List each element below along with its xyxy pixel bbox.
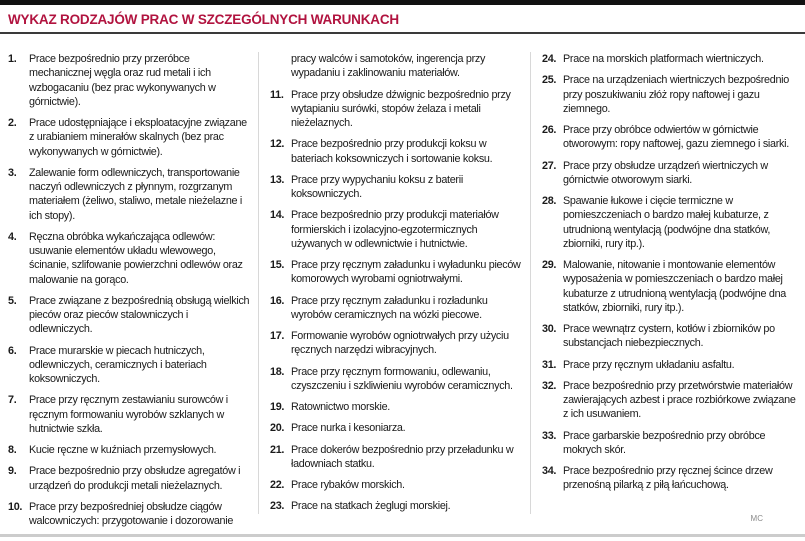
list-item xyxy=(8,500,252,529)
item-text: Prace związane z bezpośrednią obsługą wielkich pieców oraz pieców stalowniczych i odlewniczych. xyxy=(29,294,250,336)
bottom-divider xyxy=(0,534,805,537)
item-text: Prace udostępniające i eksploatacyjne związane z urabianiem minerałów skalnych (bez prac wykonywanych w górnictwie). xyxy=(29,117,247,158)
item-number: 9. xyxy=(8,465,17,478)
item-text: Ręczna obróbka wykańczająca odlewów: usuwanie elementów układu wlewowego, ścinanie, szlifowanie powierzchni odlewów oraz malowanie na gorąco. xyxy=(29,230,243,286)
header xyxy=(0,5,805,34)
item-number: 15. xyxy=(270,259,285,271)
item-text: Malowanie, nitowanie i montowanie elementów wyposażenia w pomieszczeniach o bardzo małej kubaturze z utrudnioną wentylacją (podwójne dna statków, zbiorniki, rury itp.). xyxy=(563,259,786,314)
list-item xyxy=(270,258,524,287)
list-item xyxy=(542,429,797,458)
item-text: Prace bezpośrednio przy obsłudze agregatów i urządzeń do produkcji metali nieżelaznych. xyxy=(29,465,241,492)
item-text: Prace na urządzeniach wiertniczych bezpośrednio przy poszukiwaniu złóż ropy naftowej i gazu ziemnego. xyxy=(563,74,789,115)
list-item xyxy=(542,52,797,66)
item-text: Prace bezpośrednio przy produkcji materiałów formierskich i izolacyjno-egzotermicznych używanych w odlewnictwie i hutnictwie. xyxy=(291,209,499,250)
item-number: 18. xyxy=(270,365,285,378)
item-text: Prace bezpośrednio przy ręcznej ścince drzew przenośną pilarką z piłą łańcuchową. xyxy=(563,465,773,492)
item-number: 3. xyxy=(8,166,17,179)
item-text: Prace na morskich platformach wiertniczych. xyxy=(563,53,764,65)
list-item xyxy=(270,88,524,131)
item-text: Ratownictwo morskie. xyxy=(291,401,391,413)
item-text: Prace przy obróbce odwiertów w górnictwie otworowym: ropy naftowej, gazu ziemnego i siarki. xyxy=(563,124,789,151)
item-text: Prace przy obsłudze urządzeń wiertniczych w górnictwie otworowym siarki. xyxy=(563,159,768,186)
list-item xyxy=(542,159,797,188)
item-text: Kucie ręczne w kuźniach przemysłowych. xyxy=(29,444,217,456)
item-number: 23. xyxy=(270,500,285,513)
item-text: Prace na statkach żeglugi morskiej. xyxy=(291,500,451,513)
item-text: Prace przy ręcznym formowaniu, odlewaniu, czyszczeniu i szkliwieniu wyrobów ceramicznych. xyxy=(291,365,513,392)
list-item xyxy=(270,294,524,323)
item-number: 34. xyxy=(542,465,557,477)
item-number: 30. xyxy=(542,323,557,335)
list-item xyxy=(8,116,252,159)
list-item xyxy=(270,52,524,81)
list-column xyxy=(530,52,799,514)
item-text: Prace murarskie w piecach hutniczych, odlewniczych, ceramicznych i bateriach koksowniczych. xyxy=(29,344,207,385)
item-text: Prace przy obsłudze dźwignic bezpośrednio przy wytapianiu surówki, stopów żelaza i metali nieżelaznych. xyxy=(291,88,511,129)
item-number: 32. xyxy=(542,379,557,392)
item-number: 4. xyxy=(8,230,17,243)
author-credit: MC xyxy=(750,514,763,523)
item-number: 25. xyxy=(542,74,557,87)
item-number: 12. xyxy=(270,138,285,151)
list-column xyxy=(258,52,530,514)
item-text: Prace wewnątrz cystern, kotłów i zbiorników po substancjach niebezpiecznych. xyxy=(563,323,775,350)
item-text: Prace przy ręcznym układaniu asfaltu. xyxy=(563,358,735,371)
item-text: pracy walców i samotoków, ingerencja przy wypadaniu i zaklinowaniu materiałów. xyxy=(291,53,486,80)
item-number: 22. xyxy=(270,479,285,491)
list-item xyxy=(542,73,797,116)
item-number: 2. xyxy=(8,117,17,129)
item-number: 29. xyxy=(542,259,557,271)
list-item xyxy=(542,258,797,315)
item-number: 17. xyxy=(270,330,285,342)
item-text: Prace przy wypychaniu koksu z baterii koksowniczych. xyxy=(291,173,463,200)
item-text: Prace rybaków morskich. xyxy=(291,479,405,491)
list-item xyxy=(270,443,524,472)
item-number: 28. xyxy=(542,195,557,207)
item-text: Prace garbarskie bezpośrednio przy obróbce mokrych skór. xyxy=(563,429,766,456)
item-number: 16. xyxy=(270,294,285,307)
item-number: 24. xyxy=(542,53,557,65)
item-text: Formowanie wyrobów ogniotrwałych przy użyciu ręcznych narzędzi wibracyjnych. xyxy=(291,330,509,357)
title-divider xyxy=(0,32,805,34)
list-item xyxy=(8,464,252,493)
list-item xyxy=(270,365,524,394)
item-number: 8. xyxy=(8,444,17,456)
item-number: 6. xyxy=(8,344,17,357)
list-item xyxy=(542,379,797,422)
item-text: Prace przy ręcznym zestawianiu surowców i ręcznym formowaniu wyrobów szklanych w hutnictwie szkła. xyxy=(29,394,228,435)
item-number: 26. xyxy=(542,124,557,136)
list-item xyxy=(8,393,252,436)
list-item xyxy=(270,499,524,513)
item-text: Prace dokerów bezpośrednio przy przeładunku w ładowniach statku. xyxy=(291,443,514,470)
list-item xyxy=(542,464,797,493)
item-number: 19. xyxy=(270,401,285,413)
item-number: 21. xyxy=(270,443,285,456)
list-item xyxy=(8,443,252,457)
item-text: Prace przy ręcznym załadunku i rozładunku wyrobów ceramicznych na wózki piecowe. xyxy=(291,294,488,321)
item-text: Zalewanie form odlewniczych, transportowanie naczyń odlewniczych z płynnym, rozgrzanym materiałem (żeliwo, staliwo, metale nieżelazne i ich stopy). xyxy=(29,166,243,222)
list-item xyxy=(542,358,797,372)
list-item xyxy=(542,322,797,351)
item-text: Prace bezpośrednio przy przetwórstwie materiałów zawierających azbest i prace rozbiórkowe związane z ich usuwaniem. xyxy=(563,379,796,421)
list-item xyxy=(8,166,252,223)
list-item xyxy=(8,230,252,287)
list-item xyxy=(270,137,524,166)
list-item xyxy=(8,294,252,337)
list-item xyxy=(270,329,524,358)
page-title: WYKAZ RODZAJÓW PRAC W SZCZEGÓLNYCH WARUNKACH xyxy=(8,12,399,27)
item-text: Prace przy ręcznym załadunku i wyładunku pieców komorowych wyrobami ogniotrwałymi. xyxy=(291,259,521,286)
item-number: 33. xyxy=(542,429,557,442)
item-number: 10. xyxy=(8,500,23,513)
item-text: Prace bezpośrednio przy przeróbce mechanicznej węgla oraz rud metali i ich wzbogacaniu (bez prac wykonywanych w górnictwie). xyxy=(29,53,216,108)
item-number: 13. xyxy=(270,173,285,186)
item-number: 5. xyxy=(8,294,17,307)
list-item xyxy=(270,478,524,492)
item-text: Spawanie łukowe i cięcie termiczne w pomieszczeniach o bardzo małej kubaturze, z utrudnioną wentylacją (podwójne dna statków, zbiorniki, rury itp.). xyxy=(563,195,771,250)
item-number: 7. xyxy=(8,394,17,407)
item-text: Prace przy bezpośredniej obsłudze ciągów walcowniczych: przygotowanie i dozorowanie xyxy=(29,500,234,527)
list-item xyxy=(270,421,524,435)
item-number: 27. xyxy=(542,159,557,172)
list-column xyxy=(8,52,258,527)
list-item xyxy=(542,123,797,152)
item-number: 1. xyxy=(8,53,17,65)
list-item xyxy=(8,344,252,387)
item-number: 20. xyxy=(270,422,285,435)
list-item xyxy=(270,208,524,251)
list-item xyxy=(270,400,524,414)
item-number: 31. xyxy=(542,358,557,371)
list-item xyxy=(542,194,797,251)
item-text: Prace nurka i kesoniarza. xyxy=(291,422,406,435)
item-text: Prace bezpośrednio przy produkcji koksu w bateriach koksowniczych i sortowanie koksu. xyxy=(291,138,493,165)
list-item xyxy=(8,52,252,109)
item-number: 11. xyxy=(270,88,284,101)
item-number: 14. xyxy=(270,209,285,222)
list-item xyxy=(270,173,524,202)
